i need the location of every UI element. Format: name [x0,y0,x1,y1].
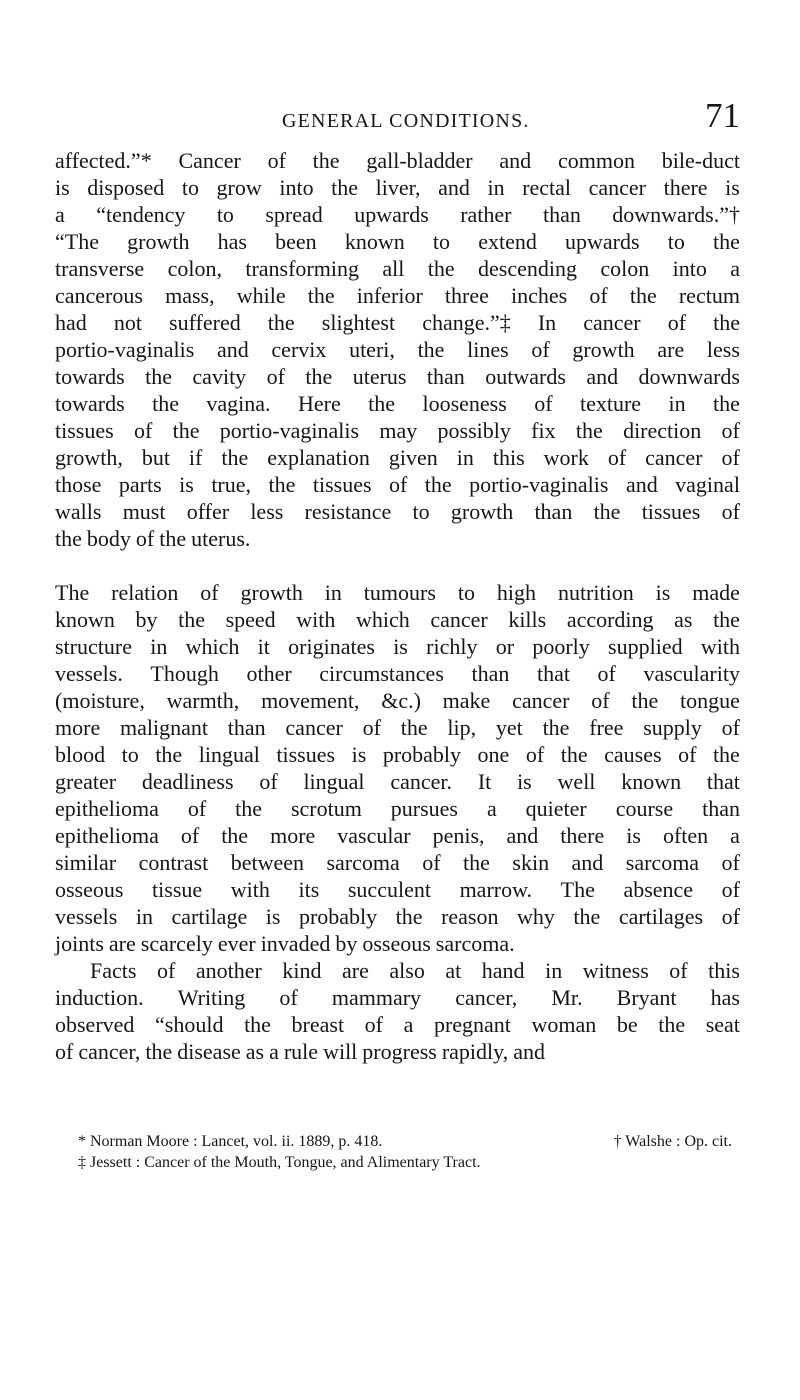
text-line: vessels. Though other circumstances than that of vascularity [55,660,740,686]
text-line: known by the speed with which cancer kills according as the [55,606,740,632]
text-line: induction. Writing of mammary cancer, Mr. Bryant has [55,984,740,1010]
text-line: towards the cavity of the uterus than outwards and downwards [55,364,740,389]
text-line: walls must offer less resistance to growth than the tissues of [55,499,740,524]
text-line: joints are scarcely ever invaded by osseous sarcoma. [55,930,515,956]
text-line: those parts is true, the tissues of the portio-vaginalis and vaginal [55,472,740,497]
footnote-line [78,1154,740,1175]
text-line: “The growth has been known to extend upwards to the [55,229,740,254]
text-line: Facts of another kind are also at hand in witness of this [90,957,740,983]
text-line: blood to the lingual tissues is probably one of the causes of the [55,741,740,767]
text-line: towards the vagina. Here the looseness of texture in the [55,391,740,416]
text-line: transverse colon, transforming all the descending colon into a [55,256,740,281]
text-line: is disposed to grow into the liver, and in rectal cancer there is [55,175,740,200]
text-line: tissues of the portio-vaginalis may possibly fix the direction of [55,418,740,443]
text-line: epithelioma of the scrotum pursues a quieter course than [55,795,740,821]
text-line: (moisture, warmth, movement, &c.) make cancer of the tongue [55,687,740,713]
text-line: growth, but if the explanation given in this work of cancer of [55,445,740,470]
text-line: had not suffered the slightest change.”‡ In cancer of the [55,310,740,335]
text-line: similar contrast between sarcoma of the skin and sarcoma of [55,849,740,875]
body-text [55,148,740,1066]
page-number: 71 [705,96,740,135]
text-line: affected.”* Cancer of the gall-bladder and common bile-duct [55,148,740,173]
paragraph-gap [55,553,740,580]
text-line: more malignant than cancer of the lip, yet the free supply of [55,714,740,740]
text-line: portio-vaginalis and cervix uteri, the lines of growth are less [55,337,740,362]
text-line: of cancer, the disease as a rule will progress rapidly, and [55,1038,545,1064]
text-line: The relation of growth in tumours to high nutrition is made [55,579,740,605]
text-line: structure in which it originates is richly or poorly supplied with [55,633,740,659]
footnotes [78,1133,740,1175]
text-line: a “tendency to spread upwards rather than downwards.”† [55,202,740,227]
text-line: vessels in cartilage is probably the reason why the cartilages of [55,903,740,929]
footnote-line [78,1133,740,1154]
footnote-star: * Norman Moore : Lancet, vol. ii. 1889, p. 418. [78,1133,383,1150]
footnote-dagger: † Walshe : Op. cit. [613,1133,732,1150]
footnote-double-dagger: ‡ Jessett : Cancer of the Mouth, Tongue, and Alimentary Tract. [78,1154,481,1171]
text-line: epithelioma of the more vascular penis, and there is often a [55,822,740,848]
running-head [282,96,740,136]
text-line: observed “should the breast of a pregnant woman be the seat [55,1011,740,1037]
text-line: the body of the uterus. [55,526,251,551]
running-title: GENERAL CONDITIONS. [282,110,530,132]
text-line: osseous tissue with its succulent marrow. The absence of [55,876,740,902]
text-line: greater deadliness of lingual cancer. It is well known that [55,768,740,794]
text-line: cancerous mass, while the inferior three inches of the rectum [55,283,740,308]
